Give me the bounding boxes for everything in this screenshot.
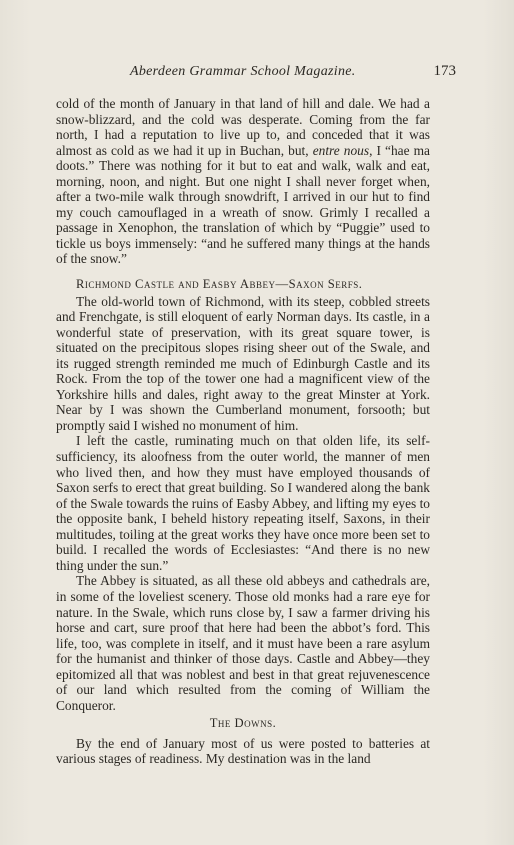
paragraph-richmond-town: The old-world town of Richmond, with its steep, cobbled streets and Frenchgate, is still eloquent of early Norman days. Its castle, in a wonderful state of preservation, with its great square tower, is situated on the precipitous slopes rising sheer out of the Swale, and its rugged strength reminded me much of Edinburgh Castle and its Rock. From the top of the tower one had a magnificent view of the Yorkshire hills and dales, right away to the great Minster at York. Near by I was shown the Cumberland monument, forsooth; but promptly said I wished no monument of him.	[56, 293, 430, 433]
section-heading-downs: The Downs.	[209, 716, 277, 731]
paragraph-downs: By the end of January most of us were posted to batteries at various stages of readiness. My destination was in the land	[56, 735, 430, 767]
italic-phrase: entre nous	[312, 142, 370, 158]
paragraph-easby-abbey: The Abbey is situated, as all these old abbeys and cathedrals are, in some of the loveliest scenery. Those old monks had a rare eye for nature. In the Swale, which runs close by, I saw a farmer driving his horse and cart, sure proof that here had been the abbot’s ford. This life, too, was complete in itself, and it must have been a rare asylum for the humanist and thinker of those days. Castle and Abbey—they epitomized all that was noblest and best in that great rejuvenescence of our land which resulted from the coming of William the Conqueror.	[56, 573, 430, 713]
page-header	[56, 64, 456, 84]
paragraph-snow-blizzard: cold of the month of January in that land of hill and dale. We had a snow-blizzard, and the cold was desperate. Coming from the far north, I had a reputation to live up to, and conceded that it was almost as cold as we had it up in Buchan, but, entre nous, I “hae ma doots.” There was nothing for it but to eat and walk, walk and eat, morning, noon, and night. But one night I shall never forget when, after a two-mile walk through snowdrift, I arrived in our hut to find my couch camouflaged in a wreath of snow. Grimly I recalled a passage in Xenophon, the translation of which by “Puggie” used to tickle us boys immensely: “and he suffered many things at the hands of the snow.”	[56, 96, 430, 267]
running-title: Aberdeen Grammar School Magazine.	[130, 64, 356, 79]
paragraph-castle-ruminating: I left the castle, ruminating much on that olden life, its self-sufficiency, its aloofness from the outer world, the manner of men who lived then, and how they must have employed thousands of Saxon serfs to erect that great building. So I wandered along the bank of the Swale towards the ruins of Easby Abbey, and lifting my eyes to the opposite bank, I beheld history repeating itself, Saxons, in their multitudes, toiling at the great works they have once more been set to build. I recalled the words of Ecclesiastes: “And there is no new thing under the sun.”	[56, 433, 430, 573]
section-heading-richmond: Richmond Castle and Easby Abbey—Saxon Serfs.	[76, 277, 363, 292]
page-number: 173	[433, 63, 456, 79]
article-body	[56, 96, 430, 767]
